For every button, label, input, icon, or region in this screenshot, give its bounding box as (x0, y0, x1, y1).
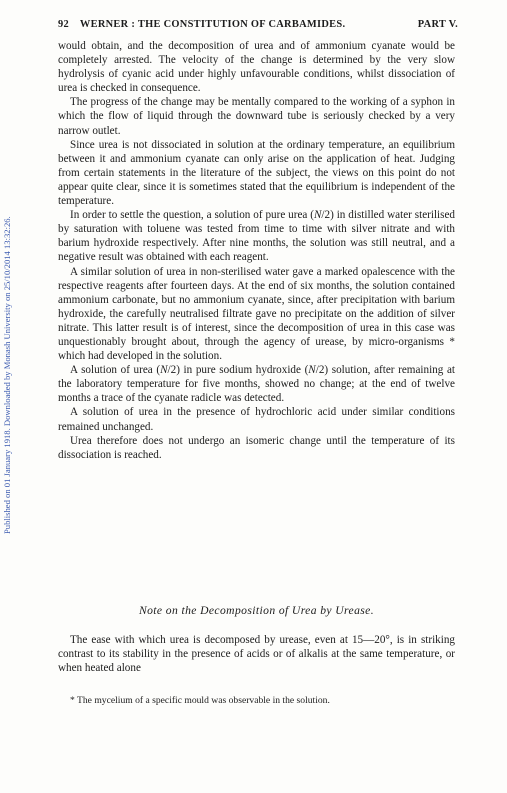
paragraph: The progress of the change may be mentally compared to the working of a syphon in which the flow of liquid through the downward tube is seriously checked by a very narrow outlet. (58, 96, 455, 137)
paragraph: In order to settle the question, a solution of pure urea (N/2) in distilled water sterilised by saturation with toluene was tested from time to time with silver nitrate and with barium hydroxide respectively. After nine months, the solution was still neutral, and a negative result was obtained with each reagent. (58, 209, 455, 264)
download-watermark-text: Published on 01 January 1918. Downloaded by Monash University on 25/10/2014 13:32:26. (2, 216, 12, 534)
part-label: PART V. (417, 19, 458, 30)
paragraph: would obtain, and the decomposition of urea and of ammonium cyanate would be completely arrested. The velocity of the change is determined by the very slow hydrolysis of cyanic acid under highly unfavourable conditions, whilst dissociation of urea is checked in consequence. (58, 40, 455, 95)
paragraph: The ease with which urea is decomposed by urease, even at 15—20°, is in striking contrast to its stability in the presence of acids or of alkalis at the same temperature, or when heated alone (58, 634, 455, 675)
main-text (58, 39, 455, 462)
paragraph: A similar solution of urea in non-sterilised water gave a marked opalescence with the respective reagents after fourteen days. At the end of six months, the solution contained ammonium carbonate, but no ammonium cyanate, since, after precipitation with barium hydroxide, the carefully neutralised filtrate gave no precipitate on the addition of silver nitrate. This latter result is of interest, since the decomposition of urea in this case was unquestionably brought about, through the agency of urease, by micro-organisms * which had developed in the solution. (58, 265, 455, 363)
section-text (58, 633, 455, 675)
footnote: * The mycelium of a specific mould was observable in the solution. (70, 695, 330, 706)
paragraph: Since urea is not dissociated in solution at the ordinary temperature, an equilibrium between it and ammonium cyanate can only arise on the application of heat. Judging from certain statements in the literature of the subject, the views on this point do not appear quite clear, since it is sometimes stated that the equilibrium is independent of the temperature. (58, 138, 455, 208)
paragraph: Urea therefore does not undergo an isomeric change until the temperature of its dissociation is reached. (58, 434, 455, 461)
running-header (58, 19, 458, 30)
download-watermark (2, 104, 16, 534)
running-title: WERNER : THE CONSTITUTION OF CARBAMIDES. (79, 19, 346, 30)
section-heading: Note on the Decomposition of Urea by Urease. (138, 604, 375, 617)
paragraph: A solution of urea in the presence of hydrochloric acid under similar conditions remained unchanged. (58, 406, 455, 433)
page-number: 92 (58, 19, 69, 30)
paragraph: A solution of urea (N/2) in pure sodium hydroxide (N/2) solution, after remaining at the laboratory temperature for five months, showed no change; at the end of twelve months a trace of the cyanate radicle was detected. (58, 364, 455, 405)
